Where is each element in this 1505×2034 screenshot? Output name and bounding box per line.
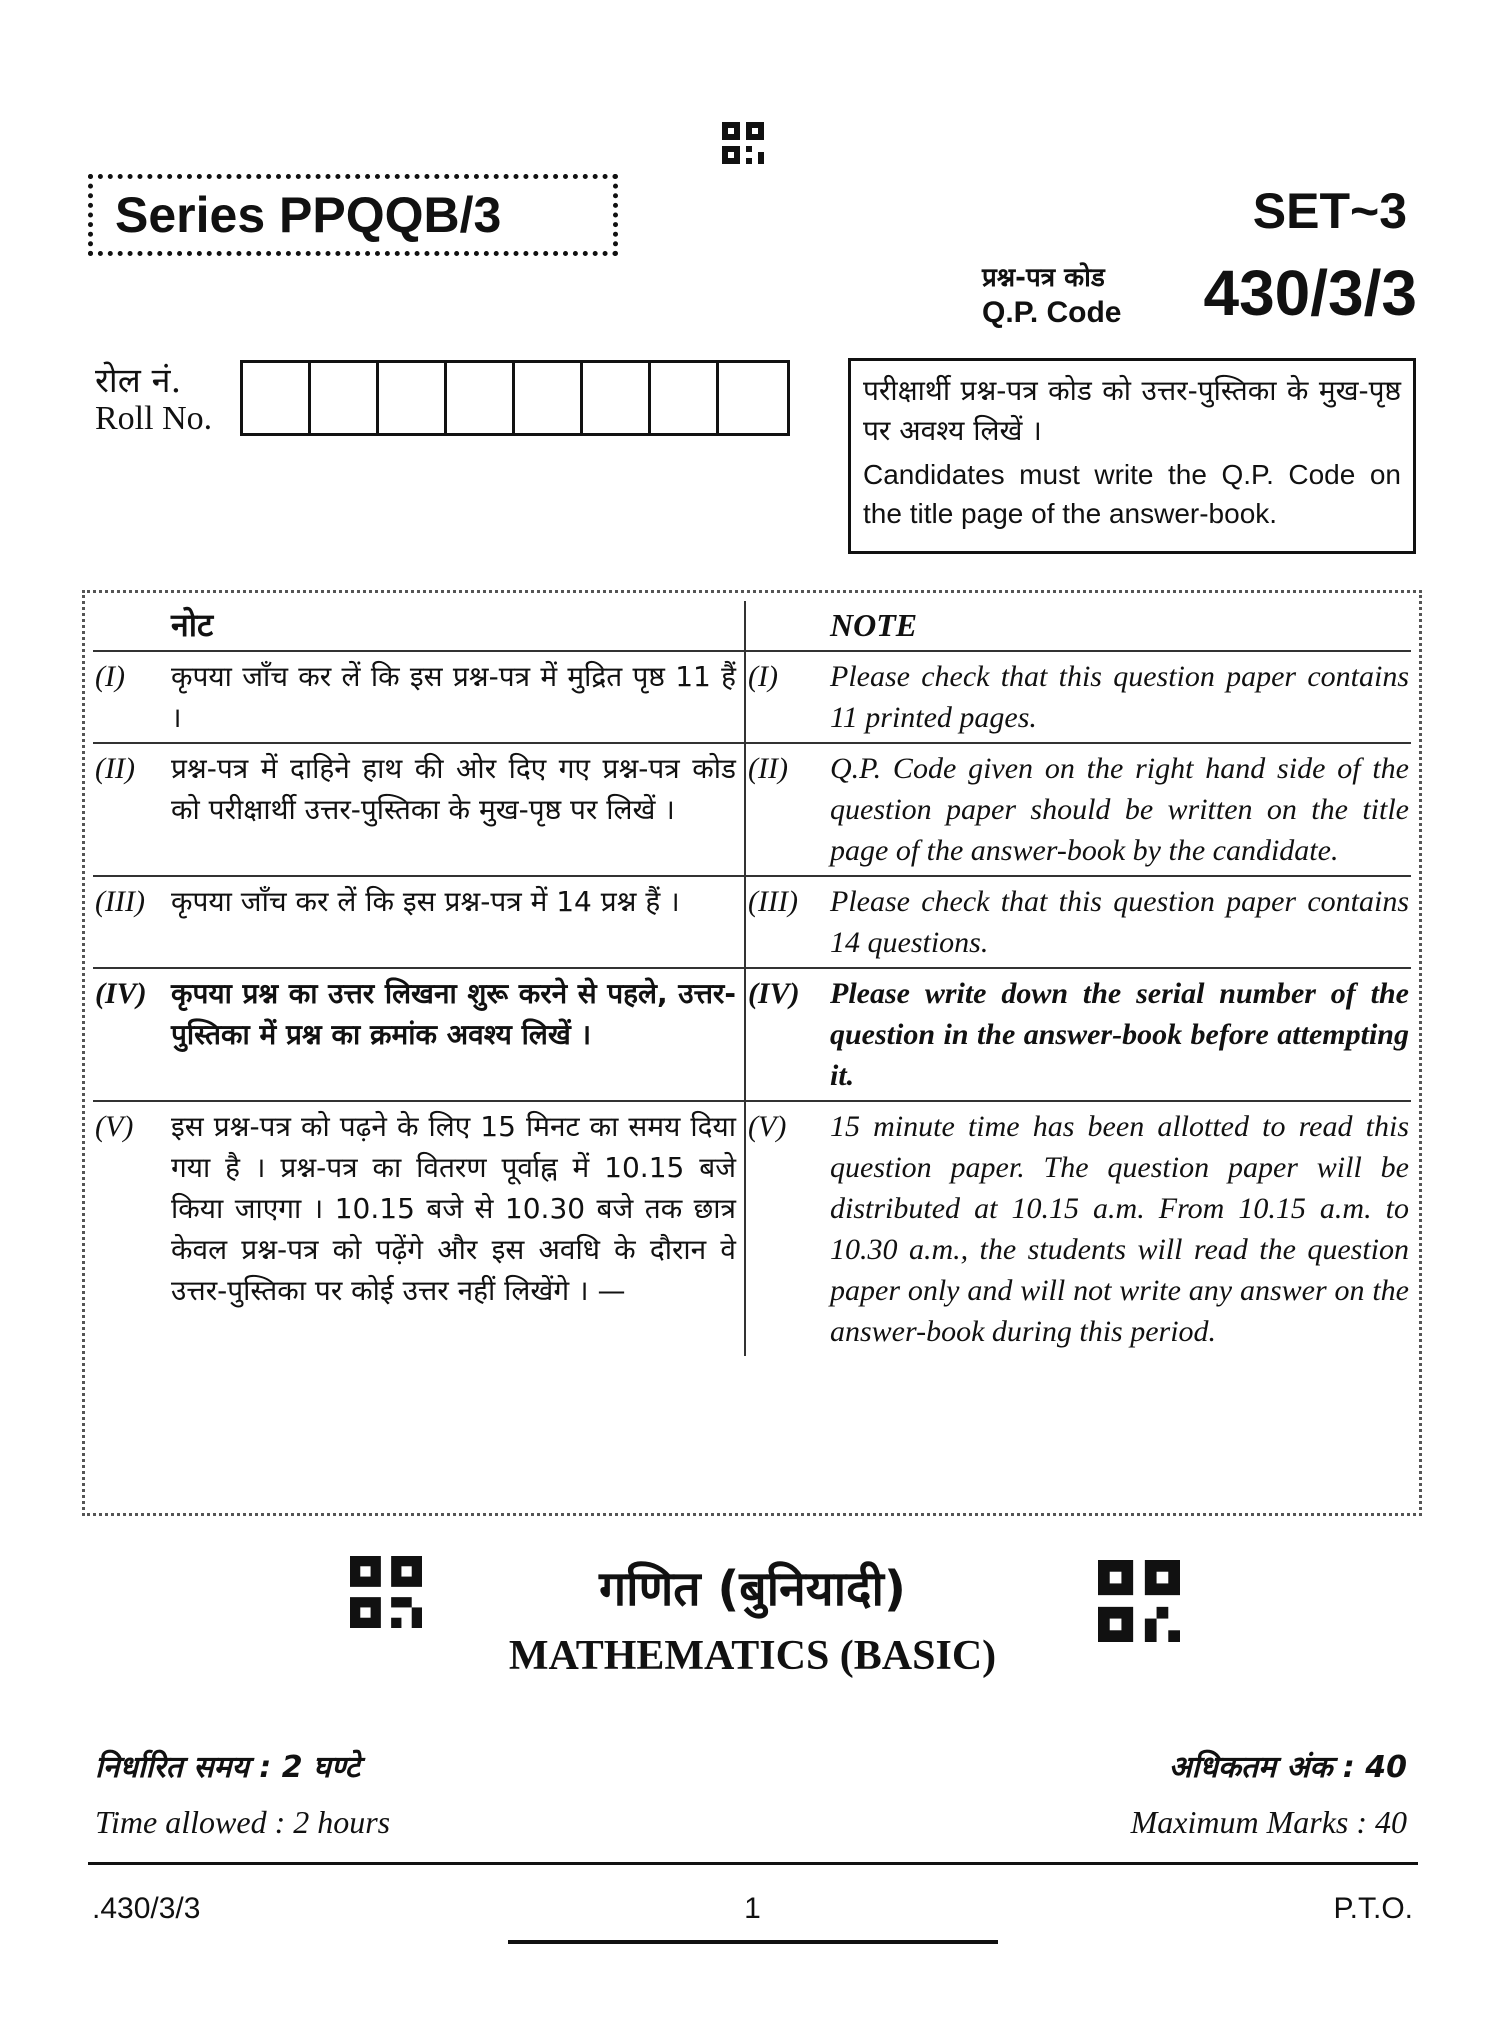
note-number: (II) bbox=[95, 752, 135, 785]
note-text-hindi: इस प्रश्न-पत्र को पढ़ने के लिए 15 मिनट का समय दिया गया है । प्रश्न-पत्र का वितरण पूर्वाह्न में 10.15 बजे किया जाएगा । 10.15 बजे से 10.30 बजे तक छात्र केवल प्रश्न-पत्र को पढ़ेंगे और इस अवधि के दौरान वे उत्तर-पुस्तिका पर कोई उत्तर नहीं लिखेंगे । — bbox=[169, 1101, 745, 1356]
page-number: 1 bbox=[744, 1892, 761, 1925]
note-number: (I) bbox=[95, 660, 125, 693]
candidate-instruction-english: Candidates must write the Q.P. Code on the title page of the answer-book. bbox=[863, 459, 1401, 529]
candidate-instruction-box bbox=[848, 358, 1416, 554]
time-allowed-hindi: निर्धारित समय : 2 घण्टे bbox=[95, 1750, 360, 1785]
note-row bbox=[93, 651, 1411, 743]
roll-number-boxes[interactable] bbox=[240, 360, 790, 436]
roll-digit-box[interactable] bbox=[379, 363, 447, 433]
note-text-english: Q.P. Code given on the right hand side of the question paper should be written on the title page of the answer-book by the candidate. bbox=[830, 752, 1409, 867]
time-allowed-english: Time allowed : 2 hours bbox=[95, 1804, 391, 1840]
note-number: (II) bbox=[748, 752, 788, 785]
subject-title-hindi: गणित (बुनियादी) bbox=[599, 1561, 906, 1617]
note-row bbox=[93, 743, 1411, 876]
roll-digit-box[interactable] bbox=[447, 363, 515, 433]
note-text-english: Please check that this question paper contains 11 printed pages. bbox=[830, 660, 1409, 734]
note-number: (III) bbox=[748, 885, 798, 918]
footer-paper-code: .430/3/3 bbox=[92, 1892, 201, 1925]
note-text-hindi: प्रश्न-पत्र में दाहिने हाथ की ओर दिए गए प्रश्न-पत्र कोड को परीक्षार्थी उत्तर-पुस्तिका के मुख-पृष्ठ पर लिखें । bbox=[169, 743, 745, 876]
note-text-english: 15 minute time has been allotted to read this question paper. The question paper will be distributed at 10.15 a.m. From 10.15 a.m. to 10.30 a.m., the students will read the question paper only and will not write any answer on the answer-book during this period. bbox=[830, 1110, 1409, 1348]
note-row bbox=[93, 876, 1411, 968]
roll-digit-box[interactable] bbox=[311, 363, 379, 433]
series-box bbox=[88, 174, 618, 256]
roll-label-hindi: रोल नं. bbox=[95, 361, 182, 401]
series-label: Series PPQQB/3 bbox=[115, 187, 502, 243]
note-number: (I) bbox=[748, 660, 778, 693]
top-qr-code bbox=[722, 122, 764, 164]
note-text-english: Please write down the serial number of the question in the answer-book before attempting it. bbox=[830, 977, 1409, 1092]
roll-digit-box[interactable] bbox=[583, 363, 651, 433]
qp-code-label-hindi: प्रश्न-पत्र कोड bbox=[982, 263, 1105, 293]
notes-header-hindi: नोट bbox=[169, 601, 745, 651]
maximum-marks-hindi: अधिकतम अंक : 40 bbox=[1168, 1750, 1407, 1785]
notes-header-row bbox=[93, 601, 1411, 651]
notes-table bbox=[93, 601, 1411, 1356]
roll-digit-box[interactable] bbox=[515, 363, 583, 433]
note-number: (V) bbox=[95, 1110, 134, 1143]
subject-title-english: MATHEMATICS (BASIC) bbox=[508, 1633, 997, 1679]
note-row bbox=[93, 968, 1411, 1101]
roll-digit-box[interactable] bbox=[719, 363, 787, 433]
note-number: (IV) bbox=[748, 977, 800, 1010]
roll-digit-box[interactable] bbox=[651, 363, 719, 433]
note-row bbox=[93, 1101, 1411, 1356]
roll-label-english: Roll No. bbox=[95, 400, 213, 437]
page-number-underline bbox=[508, 1940, 998, 1944]
maximum-marks-english: Maximum Marks : 40 bbox=[1130, 1804, 1407, 1840]
footer-divider bbox=[88, 1862, 1418, 1865]
notes-section bbox=[82, 590, 1422, 1516]
roll-digit-box[interactable] bbox=[243, 363, 311, 433]
candidate-instruction-hindi: परीक्षार्थी प्रश्न-पत्र कोड को उत्तर-पुस्तिका के मुख-पृष्ठ पर अवश्य लिखें । bbox=[863, 374, 1401, 447]
qp-code-label-english: Q.P. Code bbox=[982, 296, 1122, 329]
note-number: (III) bbox=[95, 885, 145, 918]
note-text-english: Please check that this question paper contains 14 questions. bbox=[830, 885, 1409, 959]
set-label: SET~3 bbox=[1252, 183, 1407, 239]
note-text-hindi: कृपया प्रश्न का उत्तर लिखना शुरू करने से पहले, उत्तर-पुस्तिका में प्रश्न का क्रमांक अवश्य लिखें । bbox=[169, 968, 745, 1101]
pto-label: P.T.O. bbox=[1333, 1892, 1413, 1925]
note-number: (IV) bbox=[95, 977, 147, 1010]
notes-header-english: NOTE bbox=[830, 607, 918, 643]
qp-code: 430/3/3 bbox=[1203, 257, 1417, 329]
note-number: (V) bbox=[748, 1110, 787, 1143]
note-text-hindi: कृपया जाँच कर लें कि इस प्रश्न-पत्र में 14 प्रश्न हैं । bbox=[169, 876, 745, 968]
note-text-hindi: कृपया जाँच कर लें कि इस प्रश्न-पत्र में मुद्रित पृष्ठ 11 हैं । bbox=[169, 651, 745, 743]
